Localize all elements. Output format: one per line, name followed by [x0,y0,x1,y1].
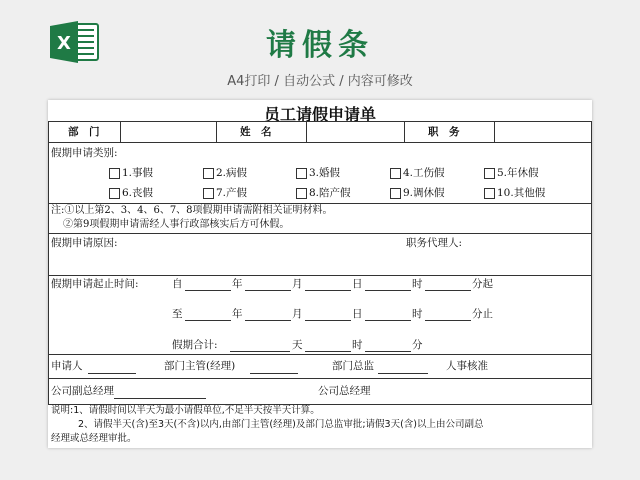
leave-type-checkbox[interactable] [109,168,120,179]
leave-type-checkbox[interactable] [484,168,495,179]
to-label: 至 [172,308,183,320]
leave-type-option: 8.陪产假 [309,187,351,199]
leave-type-checkbox[interactable] [296,188,307,199]
unit-hour: 时 [412,278,423,290]
dept-director-label: 部门总监 [332,360,374,372]
leave-type-option: 2.病假 [216,167,248,179]
leave-type-checkbox[interactable] [203,188,214,199]
leave-type-checkbox[interactable] [390,188,401,199]
leave-type-option: 4.工伤假 [403,167,445,179]
unit-year: 年 [232,308,243,320]
leave-type-option: 7.产假 [216,187,248,199]
banner-subtitle: A4打印 / 自动公式 / 内容可修改 [227,74,413,89]
leave-type-checkbox[interactable] [390,168,401,179]
unit-hour: 时 [412,308,423,320]
leave-type-option: 5.年休假 [497,167,539,179]
hr-check-label: 人事核准 [446,360,488,372]
svg-text:X: X [57,33,71,54]
gm-label: 公司总经理 [318,385,371,397]
leave-form-sheet [48,100,592,448]
unit-day: 日 [352,308,363,320]
leave-type-option: 1.事假 [122,167,154,179]
unit-month: 月 [292,308,303,320]
leave-type-option: 6.丧假 [122,187,154,199]
banner-title: 请假条 [266,28,374,63]
unit-minute-start: 分起 [472,278,493,290]
from-label: 自 [172,278,183,290]
leave-type-checkbox[interactable] [203,168,214,179]
unit-day: 日 [352,278,363,290]
explanation-line: 说明:1、请假时间以半天为最小请假单位,不足半天按半天计算。 [51,405,320,416]
leave-type-checkbox[interactable] [109,188,120,199]
leave-type-checkbox[interactable] [296,168,307,179]
name-label: 姓 名 [240,126,272,138]
unit-days: 天 [292,339,303,351]
explanation-line: 2、请假半天(含)至3天(不含)以内,由部门主管(经理)及部门总监审批;请假3天(含)以上由公司副总 [78,419,484,430]
applicant-label: 申请人 [51,360,83,372]
dept-supervisor-label: 部门主管(经理) [164,360,236,372]
leave-type-option: 9.调休假 [403,187,445,199]
reason-label: 假期申请原因: [51,237,118,249]
unit-month: 月 [292,278,303,290]
note-line: 注:①以上第2、3、4、6、7、8项假期申请需附相关证明材料。 [51,205,333,216]
note-line: ②第9项假期申请需经人事行政部核实后方可休假。 [63,219,290,230]
leave-type-option: 10.其他假 [497,187,546,199]
unit-year: 年 [232,278,243,290]
explanation-line: 经理或总经理审批。 [51,433,137,444]
unit-hours: 时 [352,339,363,351]
leave-type-label: 假期申请类别: [51,147,118,159]
unit-minutes: 分 [412,339,423,351]
total-label: 假期合计: [172,339,218,351]
leave-type-checkbox[interactable] [484,188,495,199]
vice-gm-label: 公司副总经理 [51,385,114,397]
form-title: 员工请假申请单 [263,105,376,124]
period-label: 假期申请起止时间: [51,278,139,290]
position-label: 职 务 [428,126,460,138]
leave-type-option: 3.婚假 [309,167,341,179]
unit-minute-end: 分止 [472,308,493,320]
dept-label: 部 门 [68,126,100,138]
agent-label: 职务代理人: [406,237,463,249]
